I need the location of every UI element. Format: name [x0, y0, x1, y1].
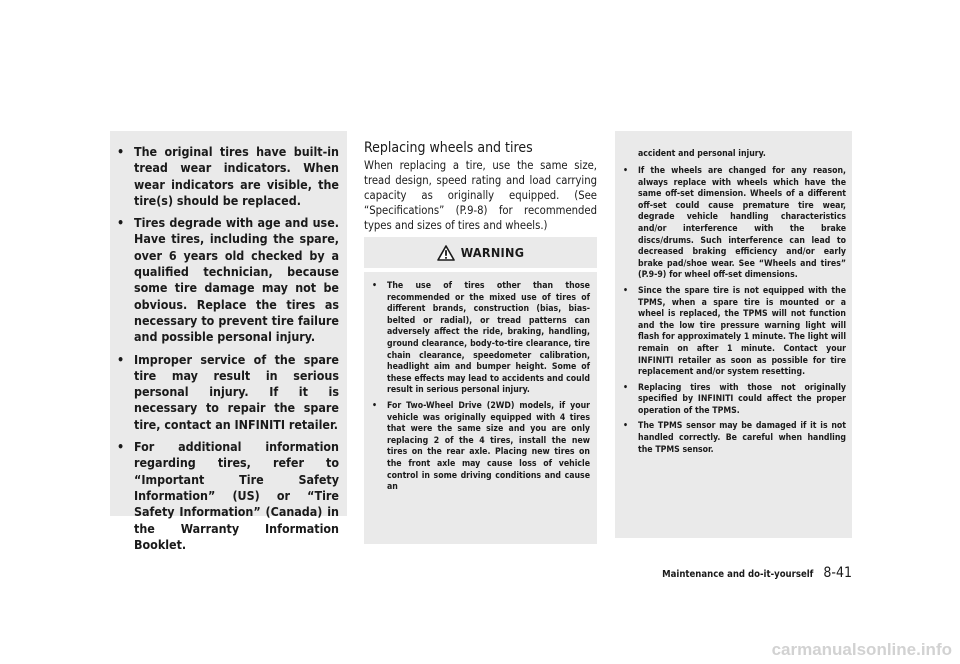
bullet-icon: • — [623, 166, 628, 176]
right-bullet-list — [623, 166, 846, 460]
list-item: • The use of tires other than those recommended or the mixed use of tires of different brands, construction (bias, bias-belted or radial), or tread patterns can adversely affect the ride, braking, handling, ground clearance, body-to-tire clearance, tire chain clearance, speedometer calibration, headlight aim and bumper height. Some of these effects may lead to accidents and could result in serious personal injury. — [372, 281, 590, 396]
list-item: • For additional information regarding tires, refer to “Important Tire Safety Information” (US) or “Tire Safety Information” (Canada) in the Warranty Information Booklet. — [117, 439, 339, 552]
bullet-icon: • — [117, 215, 125, 231]
continuation-text: accident and personal injury. — [638, 149, 766, 159]
bullet-icon: • — [117, 144, 125, 159]
list-item: • The original tires have built-in tread wear indicators. When wear indicators are visible, the tire(s) should be replaced. — [117, 144, 339, 208]
warning-title — [364, 237, 597, 268]
list-item: • Improper service of the spare tire may result in serious personal injury. If it is necessary to repair the spare tire, contact an INFINITI retailer. — [117, 351, 339, 432]
left-bullet-list — [117, 144, 339, 559]
bullet-icon: • — [372, 400, 377, 411]
bullet-icon: • — [623, 382, 628, 393]
warning-label: WARNING — [460, 245, 525, 260]
list-item: • Replacing tires with those not originally specified by INFINITI could affect the proper operation of the TPMS. — [623, 382, 846, 416]
bullet-icon: • — [372, 281, 377, 291]
warning-bullet-list — [372, 281, 590, 498]
bullet-icon: • — [117, 351, 125, 367]
page-number: 8-41 — [823, 565, 852, 581]
list-item: • If the wheels are changed for any reason, always replace with wheels which have the same off-set dimension. Wheels of a different off-set could cause premature tire wear, degrade vehicle handling characteristics and/or interference with the brake discs/drums. Such interference can lead to decreased braking efficiency and/or early brake pad/shoe wear. See “Wheels and tires” (P.9-9) for wheel off-set dimensions. — [623, 166, 846, 281]
chapter-title: Maintenance and do-it-yourself — [662, 569, 814, 580]
watermark: carmanualsonline.info — [771, 640, 952, 659]
list-item: • Since the spare tire is not equipped with the TPMS, when a spare tire is mounted or a wheel is replaced, the TPMS will not function and the low tire pressure warning light will flash for approximately 1 minute. The light will remain on after 1 minute. Contact your INFINITI retailer as soon as possible for tire replacement and/or system resetting. — [623, 285, 846, 378]
bullet-icon: • — [117, 439, 125, 455]
warning-triangle-icon — [437, 245, 455, 261]
list-item: • Tires degrade with age and use. Have tires, including the spare, over 6 years old checked by a qualified technician, because some tire damage may not be obvious. Replace the tires as necessary to prevent tire failure and possible personal injury. — [117, 215, 339, 345]
bullet-icon: • — [623, 285, 628, 296]
section-title: Replacing wheels and tires — [364, 140, 533, 156]
bullet-icon: • — [623, 421, 628, 432]
list-item: • For Two-Wheel Drive (2WD) models, if your vehicle was originally equipped with 4 tires that were the same size and you are only replacing 2 of the 4 tires, install the new tires on the rear axle. Placing new tires on the front axle may cause loss of vehicle control in some driving conditions and cause an — [372, 400, 590, 493]
list-item: • The TPMS sensor may be damaged if it is not handled correctly. Be careful when handling the TPMS sensor. — [623, 421, 846, 455]
section-body: When replacing a tire, use the same size, tread design, speed rating and load carrying capacity as originally equipped. (See “Specifications” (P.9-8) for recommended types and sizes of tires and wheels.) — [364, 159, 597, 232]
page-footer — [662, 562, 852, 581]
